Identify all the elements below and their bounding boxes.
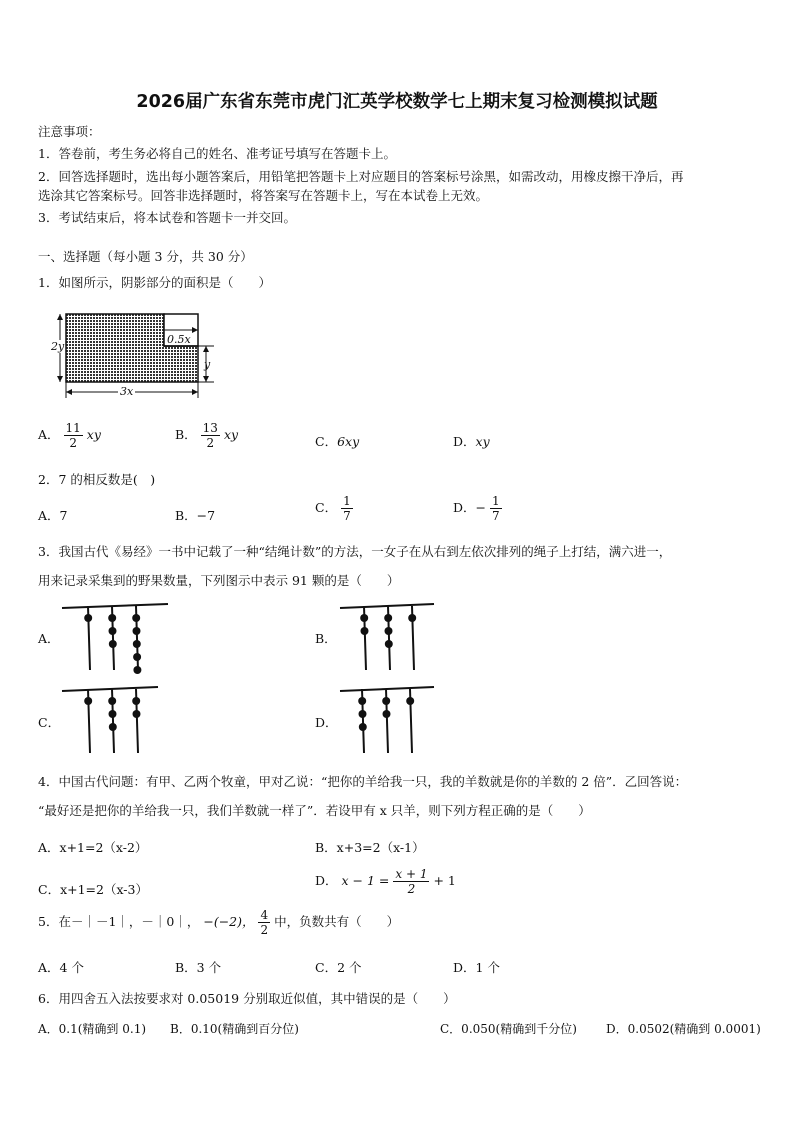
knot bbox=[133, 653, 141, 661]
notice-item-2-cont: 选涂其它答案标号。回答非选择题时，将答案写在答题卡上，写在本试卷上无效。 bbox=[38, 188, 489, 203]
figure-label-0-5x: 0.5x bbox=[167, 333, 191, 346]
knot bbox=[108, 614, 116, 622]
knot bbox=[132, 697, 140, 705]
question-2-option-a: A．7 bbox=[38, 508, 68, 523]
knot bbox=[358, 697, 366, 705]
rope-bar bbox=[340, 604, 434, 608]
question-3-option-a-label: A． bbox=[38, 631, 60, 646]
question-1-option-d: D．xy bbox=[453, 434, 490, 449]
knot bbox=[406, 697, 414, 705]
knot bbox=[361, 627, 369, 635]
question-6-stem: 6．用四舍五入法按要求对 0.05019 分别取近似值，其中错误的是（ ） bbox=[38, 991, 456, 1006]
question-6-option-c: C．0.050(精确到千分位) bbox=[440, 1022, 577, 1036]
knot bbox=[359, 710, 367, 718]
knot bbox=[133, 627, 141, 635]
question-5-option-b: B．3 个 bbox=[175, 960, 222, 975]
knot bbox=[133, 710, 141, 718]
question-5-option-c: C．2 个 bbox=[315, 960, 362, 975]
knot bbox=[360, 614, 368, 622]
figure-label-3x: 3x bbox=[120, 385, 134, 398]
knot bbox=[108, 697, 116, 705]
question-6-option-d: D．0.0502(精确到 0.0001) bbox=[606, 1022, 761, 1036]
question-4-stem-line-1: 4．中国古代问题：有甲、乙两个牧童，甲对乙说：“把你的羊给我一只，我的羊数就是你的羊数的 2 倍”．乙回答说： bbox=[38, 774, 688, 789]
notice-item-1: 1．答卷前，考生务必将自己的姓名、准考证号填写在答题卡上。 bbox=[38, 146, 396, 161]
question-4-option-c: C．x+1=2（x-3） bbox=[38, 882, 148, 897]
rope-bar bbox=[62, 687, 158, 691]
knot bbox=[132, 614, 140, 622]
question-6-option-a: A．0.1(精确到 0.1) bbox=[38, 1022, 147, 1036]
question-1-option-c: C．6xy bbox=[315, 434, 360, 449]
knot bbox=[84, 697, 92, 705]
knot-figure-a bbox=[60, 600, 170, 676]
notice-heading: 注意事项： bbox=[38, 124, 101, 139]
question-2-option-b: B．−7 bbox=[175, 508, 216, 523]
question-4-option-a: A．x+1=2（x-2） bbox=[38, 840, 148, 855]
knot-figure-d bbox=[338, 683, 438, 759]
rope-bar bbox=[62, 604, 168, 608]
knot bbox=[133, 640, 141, 648]
knot bbox=[383, 710, 391, 718]
knot bbox=[109, 640, 117, 648]
question-5-option-d: D．1 个 bbox=[453, 960, 500, 975]
knot bbox=[109, 723, 117, 731]
question-3-option-b-label: B． bbox=[315, 631, 337, 646]
knot bbox=[382, 697, 390, 705]
notice-item-3: 3．考试结束后，将本试卷和答题卡一并交回。 bbox=[38, 210, 296, 225]
figure-label-2y: 2y bbox=[51, 340, 65, 353]
knot bbox=[84, 614, 92, 622]
question-5-option-a: A．4 个 bbox=[38, 960, 84, 975]
knot bbox=[109, 627, 117, 635]
knot-figure-b bbox=[338, 600, 438, 676]
question-3-stem-line-2: 用来记录采集到的野果数量，下列图示中表示 91 颗的是（ ） bbox=[38, 573, 400, 588]
knot bbox=[384, 614, 392, 622]
notice-item-2: 2．回答选择题时，选出每小题答案后，用铅笔把答题卡上对应题目的答案标号涂黑，如需改动，用橡皮擦干净后，再 bbox=[38, 169, 684, 184]
knot bbox=[359, 723, 367, 731]
question-5-stem: 5．在－｜－1｜，－｜0｜， −(−2)， $\frac{4}{2}$ 中，负数共有（ ） bbox=[38, 908, 400, 937]
knot bbox=[385, 627, 393, 635]
question-3-option-d-label: D． bbox=[315, 715, 338, 730]
question-1-option-b: B． $\frac{13}{2}$ xy bbox=[175, 421, 239, 450]
figure-label-y: y bbox=[204, 358, 211, 371]
knot bbox=[109, 710, 117, 718]
question-4-stem-line-2: “最好还是把你的羊给我一只，我们羊数就一样了”．若设甲有 x 只羊，则下列方程正确的是（ ） bbox=[38, 803, 591, 818]
question-3-option-c-label: C． bbox=[38, 715, 61, 730]
question-2-option-d: D．− $\frac{1}{7}$ bbox=[453, 494, 500, 523]
question-3-stem-line-1: 3．我国古代《易经》一书中记载了一种“结绳计数”的方法，一女子在从右到左依次排列的绳子上打结，满六进一， bbox=[38, 544, 672, 559]
question-1-stem: 1．如图所示，阴影部分的面积是（ ） bbox=[38, 275, 271, 290]
knot-figure-c bbox=[60, 683, 160, 759]
question-4-option-d: D． x − 1 = $\frac{x + 1}{2}$ + 1 bbox=[315, 867, 456, 896]
question-2-option-c: C． $\frac{1}{7}$ bbox=[315, 494, 351, 523]
knot bbox=[408, 614, 416, 622]
question-4-option-b: B．x+3=2（x-1） bbox=[315, 840, 425, 855]
page-title: 2026届广东省东莞市虎门汇英学校数学七上期末复习检测模拟试题 bbox=[136, 92, 658, 112]
question-6-option-b: B．0.10(精确到百分位) bbox=[170, 1022, 299, 1036]
question-1-option-a: A． $\frac{11}{2}$ xy bbox=[38, 421, 101, 450]
knot bbox=[385, 640, 393, 648]
knot bbox=[133, 666, 141, 674]
section-heading: 一、选择题（每小题 3 分，共 30 分） bbox=[38, 249, 253, 264]
question-2-stem: 2．7 的相反数是( ) bbox=[38, 472, 156, 487]
